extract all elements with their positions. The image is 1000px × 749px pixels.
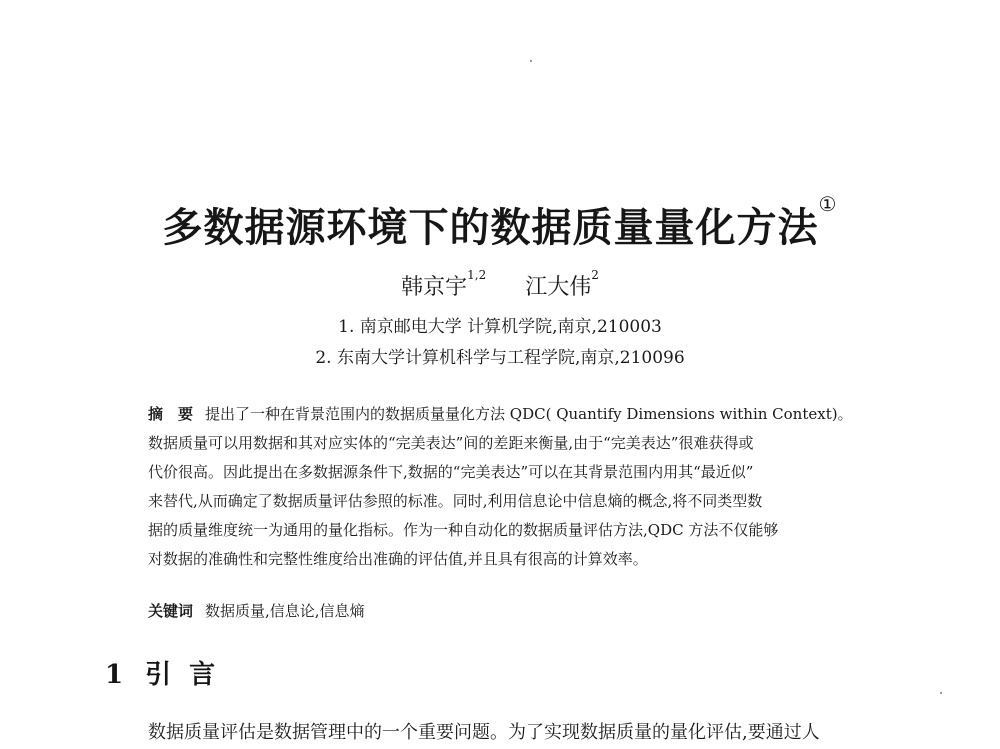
body-paragraph: 数据质量评估是数据管理中的一个重要问题。为了实现数据质量的量化评估,要通过人 bbox=[148, 722, 820, 743]
abstract bbox=[148, 400, 888, 574]
author-name: 江大伟 bbox=[525, 275, 592, 300]
section-title: 引言 bbox=[145, 660, 234, 690]
paper-title bbox=[0, 192, 1000, 253]
author bbox=[525, 268, 599, 300]
abstract-line: 据的质量维度统一为通用的量化指标。作为一种自动化的数据质量评估方法,QDC 方法不仅能够 bbox=[148, 521, 779, 539]
abstract-text: 提出了一种在背景范围内的数据质量量化方法 QDC( Quantify Dimensions within Context)。 bbox=[205, 405, 853, 423]
section-number: 1 bbox=[105, 660, 124, 690]
keywords bbox=[148, 600, 365, 621]
author-list bbox=[0, 270, 1000, 301]
abstract-line: 来替代,从而确定了数据质量评估参照的标准。同时,利用信息论中信息熵的概念,将不同类型数 bbox=[148, 492, 763, 510]
abstract-label: 摘 要 bbox=[148, 405, 194, 423]
keywords-label: 关键词 bbox=[148, 602, 194, 620]
keywords-text: 数据质量,信息论,信息熵 bbox=[205, 602, 365, 620]
abstract-line: 代价很高。因此提出在多数据源条件下,数据的“完美表达”可以在其背景范围内用其“最近似” bbox=[148, 463, 754, 481]
affiliation-1: 1. 南京邮电大学 计算机学院,南京,210003 bbox=[338, 317, 662, 337]
author-affiliation-mark: 1,2 bbox=[467, 268, 487, 282]
author-name: 韩京宇 bbox=[401, 275, 468, 300]
title-footnote-mark: ① bbox=[818, 192, 838, 216]
scan-speck bbox=[530, 60, 532, 62]
abstract-line: 数据质量可以用数据和其对应实体的“完美表达”间的差距来衡量,由于“完美表达”很难获得或 bbox=[148, 434, 754, 452]
abstract-line: 对数据的准确性和完整性维度给出准确的评估值,并且具有很高的计算效率。 bbox=[148, 550, 648, 568]
affiliation-2: 2. 东南大学计算机科学与工程学院,南京,210096 bbox=[315, 348, 685, 368]
abstract-line bbox=[148, 400, 888, 429]
author bbox=[401, 268, 487, 300]
scan-speck bbox=[940, 692, 942, 694]
author-affiliation-mark: 2 bbox=[591, 268, 599, 282]
paper-title-text: 多数据源环境下的数据质量量化方法 bbox=[162, 205, 819, 251]
section-heading bbox=[105, 654, 233, 691]
